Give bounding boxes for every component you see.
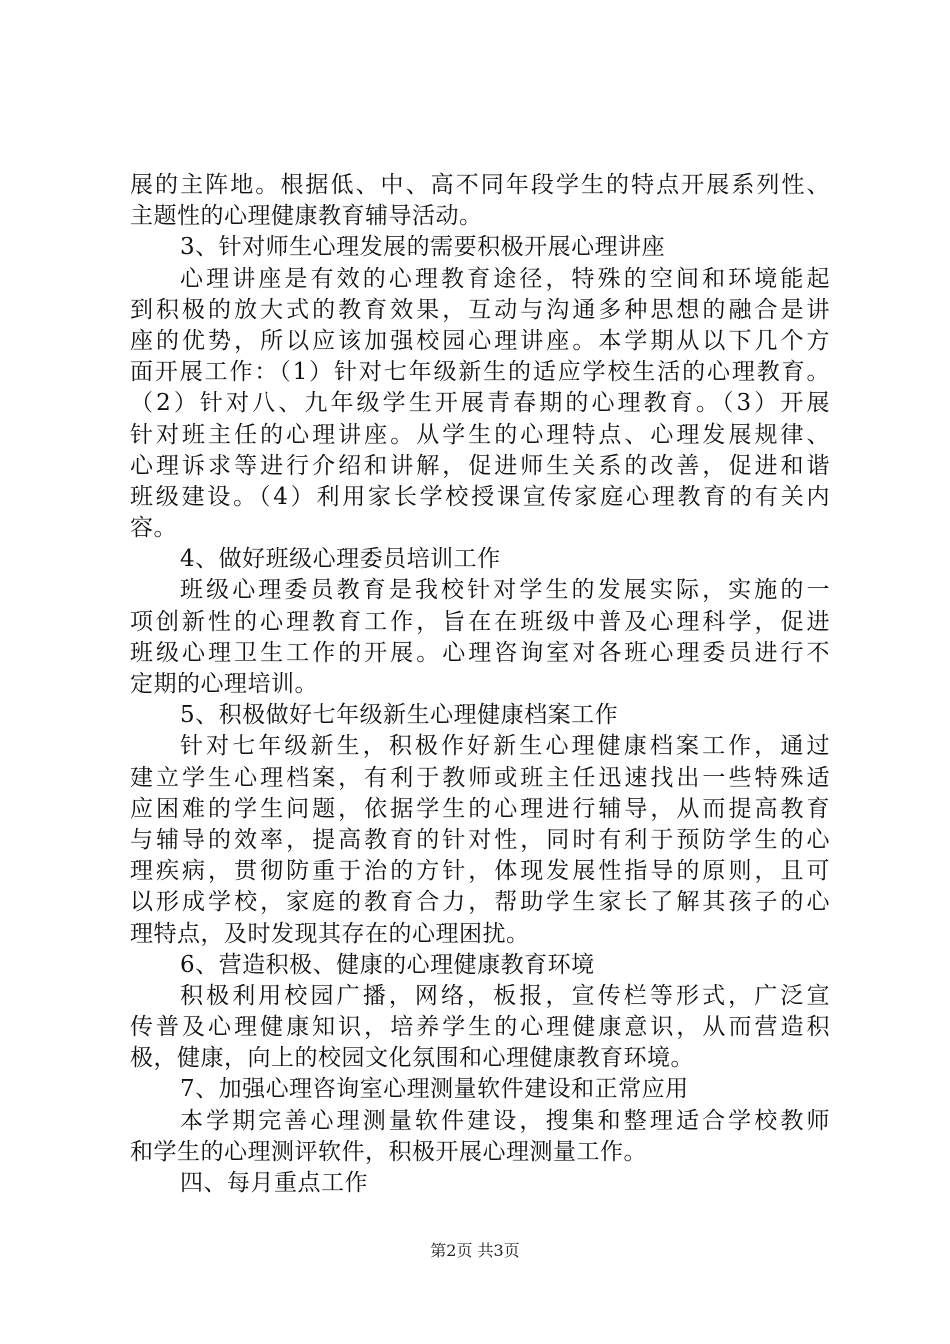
paragraph-line: 心理诉求等进行介绍和讲解，促进师生关系的改善，促进和谐 xyxy=(130,452,830,479)
paragraph-line: 座的优势，所以应该加强校园心理讲座。本学期从以下几个方 xyxy=(130,327,830,354)
section-heading-line: 5、积极做好七年级新生心理健康档案工作 xyxy=(180,702,619,729)
paragraph-line: 理特点，及时发现其存在的心理困扰。 xyxy=(130,920,530,947)
paragraph-line: 针对七年级新生，积极作好新生心理健康档案工作，通过 xyxy=(180,733,830,760)
paragraph-line: 面开展工作：（1）针对七年级新生的适应学校生活的心理教育。 xyxy=(130,359,830,386)
paragraph-line: 容。 xyxy=(130,515,177,542)
paragraph-line: 建立学生心理档案，有利于教师或班主任迅速找出一些特殊适 xyxy=(130,764,830,791)
paragraph-line: 积极利用校园广播，网络，板报，宣传栏等形式，广泛宣 xyxy=(180,982,830,1009)
paragraph-line: 班级心理卫生工作的开展。心理咨询室对各班心理委员进行不 xyxy=(130,639,830,666)
paragraph-line: 极，健康，向上的校园文化氛围和心理健康教育环境。 xyxy=(130,1045,694,1072)
paragraph-line: （2）针对八、九年级学生开展青春期的心理教育。（3）开展 xyxy=(130,390,830,417)
section-heading-line: 3、针对师生心理发展的需要积极开展心理讲座 xyxy=(180,234,666,261)
section-heading-line: 4、做好班级心理委员培训工作 xyxy=(180,546,501,573)
paragraph-line: 展的主阵地。根据低、中、高不同年段学生的特点开展系列性、 xyxy=(130,172,830,198)
paragraph-line: 与辅导的效率，提高教育的针对性，同时有利于预防学生的心 xyxy=(130,826,830,853)
document-body xyxy=(130,170,830,1199)
paragraph-line: 班级心理委员教育是我校针对学生的发展实际，实施的一 xyxy=(180,577,830,604)
section-heading-line: 6、营造积极、健康的心理健康教育环境 xyxy=(180,951,595,978)
paragraph-line: 传普及心理健康知识，培养学生的心理健康意识，从而营造积 xyxy=(130,1014,830,1041)
paragraph-line: 定期的心理培训。 xyxy=(130,671,318,697)
paragraph-line: 项创新性的心理教育工作，旨在在班级中普及心理科学，促进 xyxy=(130,608,830,635)
section-heading-line: 7、加强心理咨询室心理测量软件建设和正常应用 xyxy=(180,1076,689,1103)
paragraph-line: 到积极的放大式的教育效果，互动与沟通多种思想的融合是讲 xyxy=(130,296,830,323)
paragraph-line: 本学期完善心理测量软件建设，搜集和整理适合学校教师 xyxy=(180,1107,830,1134)
paragraph-line: 主题性的心理健康教育辅导活动。 xyxy=(130,203,483,230)
paragraph-line: 班级建设。（4）利用家长学校授课宣传家庭心理教育的有关内 xyxy=(130,483,830,510)
page-footer: 第2页 共3页 xyxy=(430,1241,520,1260)
paragraph-line: 以形成学校，家庭的教育合力，帮助学生家长了解其孩子的心 xyxy=(130,889,830,916)
paragraph-line: 针对班主任的心理讲座。从学生的心理特点、心理发展规律、 xyxy=(130,421,830,448)
paragraph-line: 应困难的学生问题，依据学生的心理进行辅导，从而提高教育 xyxy=(130,795,830,822)
section-heading-line: 四、每月重点工作 xyxy=(180,1170,368,1196)
paragraph-line: 心理讲座是有效的心理教育途径，特殊的空间和环境能起 xyxy=(180,265,830,292)
paragraph-line: 和学生的心理测评软件，积极开展心理测量工作。 xyxy=(130,1138,647,1165)
paragraph-line: 理疾病，贯彻防重于治的方针，体现发展性指导的原则，且可 xyxy=(130,858,830,885)
